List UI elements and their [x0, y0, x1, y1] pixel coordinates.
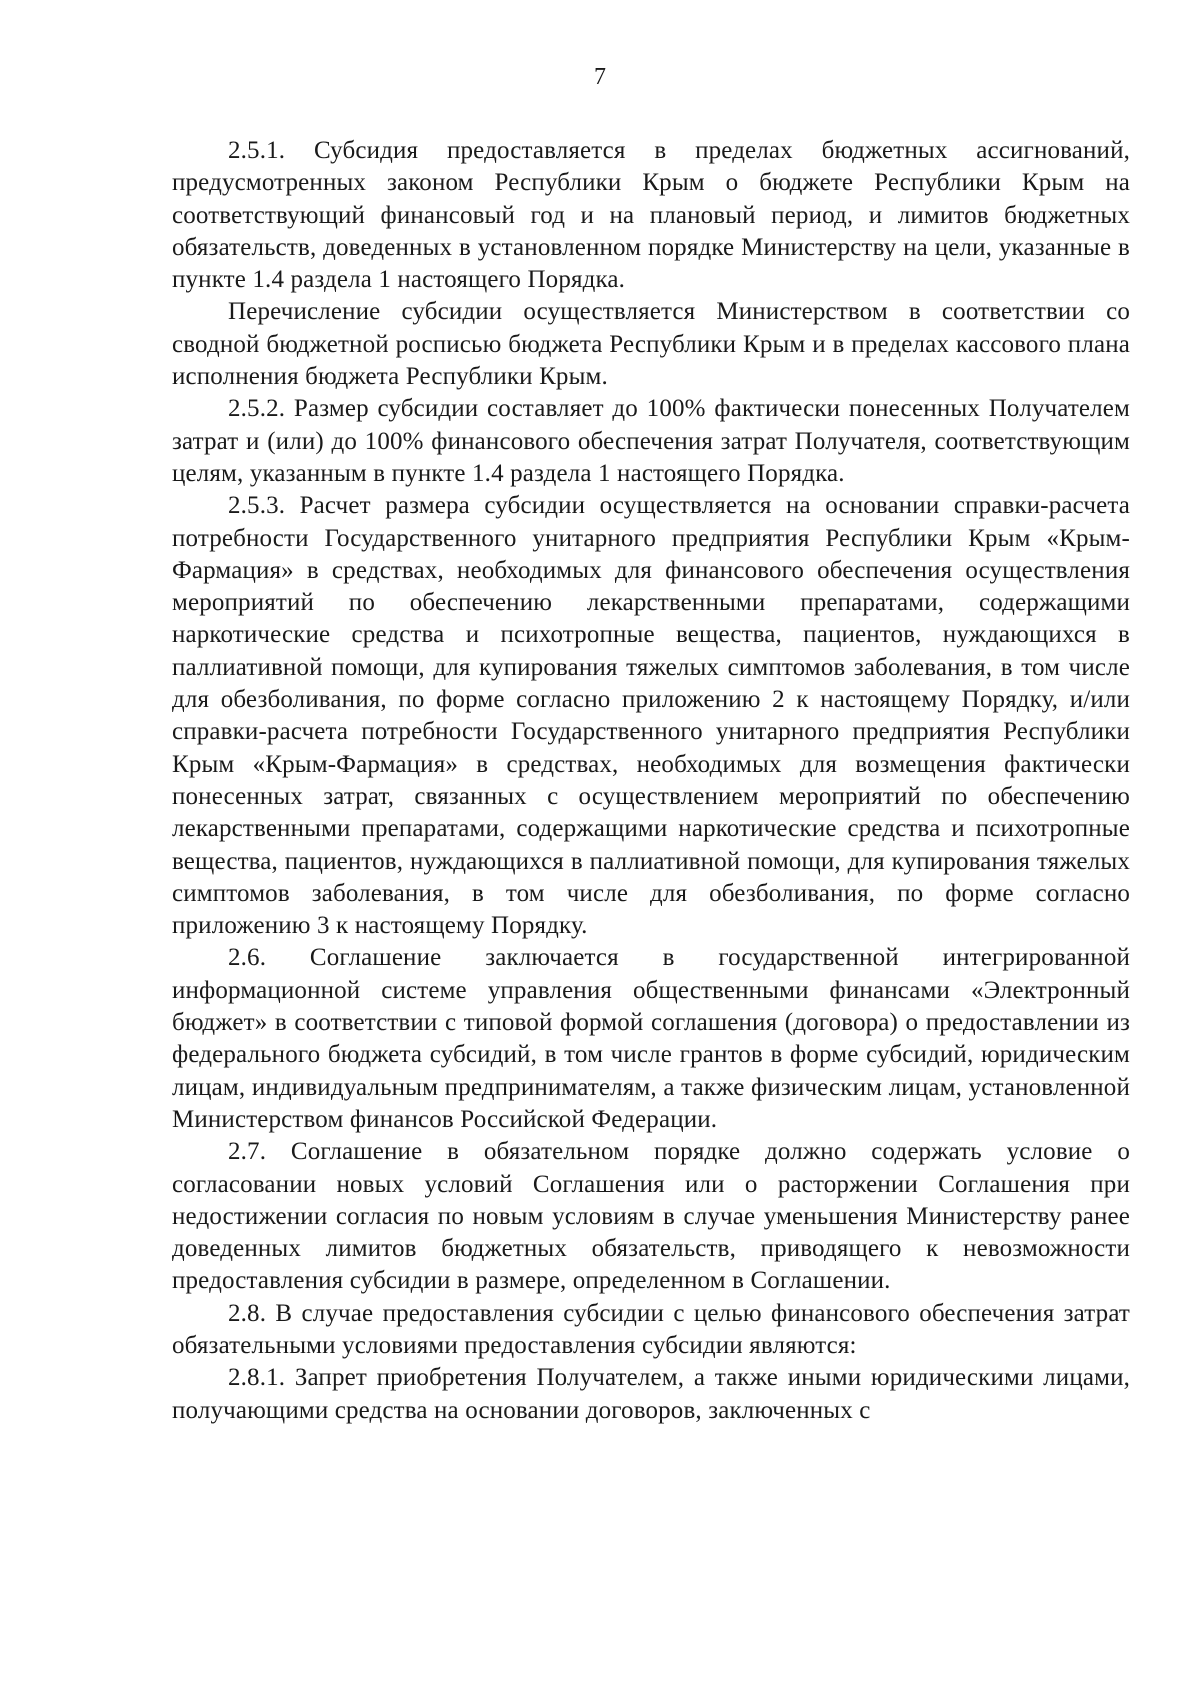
- page-number: 7: [594, 64, 606, 90]
- paragraph-2-8-1: 2.8.1. Запрет приобретения Получателем, а также иными юридическими лицами, получающими средства на основании договоров, заключенных с: [172, 1364, 1130, 1424]
- paragraph-2-5-3: 2.5.3. Расчет размера субсидии осуществляется на основании справки-расчета потребности Государственного унитарного предприятия Республики Крым «Крым-Фармация» в средствах, необходимых для финансового обеспечения осуществления мероприятий по обеспечению лекарственными препаратами, содержащими наркотические средства и психотропные вещества, пациентов, нуждающихся в паллиативной помощи, для купирования тяжелых симптомов заболевания, в том числе для обезболивания, по форме согласно приложению 2 к настоящему Порядку, и/или справки-расчета потребности Государственного унитарного предприятия Республики Крым «Крым-Фармация» в средствах, необходимых для возмещения фактически понесенных затрат, связанных с осуществлением мероприятий по обеспечению лекарственными препаратами, содержащими наркотические средства и психотропные вещества, пациентов, нуждающихся в паллиативной помощи, для купирования тяжелых симптомов заболевания, в том числе для обезболивания, по форме согласно приложению 3 к настоящему Порядку.: [172, 492, 1130, 940]
- paragraph-transfer: Перечисление субсидии осуществляется Министерством в соответствии со сводной бюджетной росписью бюджета Республики Крым и в пределах кассового плана исполнения бюджета Республики Крым.: [172, 298, 1130, 391]
- paragraph-2-6: 2.6. Соглашение заключается в государственной интегрированной информационной системе управления общественными финансами «Электронный бюджет» в соответствии с типовой формой соглашения (договора) о предоставлении из федерального бюджета субсидий, в том числе грантов в форме субсидий, юридическим лицам, индивидуальным предпринимателям, а также физическим лицам, установленной Министерством финансов Российской Федерации.: [172, 944, 1130, 1133]
- paragraph-2-5-2: 2.5.2. Размер субсидии составляет до 100% фактически понесенных Получателем затрат и (или) до 100% финансового обеспечения затрат Получателя, соответствующим целям, указанным в пункте 1.4 раздела 1 настоящего Порядка.: [172, 395, 1130, 487]
- paragraph-2-7: 2.7. Соглашение в обязательном порядке должно содержать условие о согласовании новых условий Соглашения или о расторжении Соглашения при недостижении согласия по новым условиям в случае уменьшения Министерству ранее доведенных лимитов бюджетных обязательств, приводящего к невозможности предоставления субсидии в размере, определенном в Соглашении.: [172, 1138, 1130, 1295]
- paragraph-2-8: 2.8. В случае предоставления субсидии с целью финансового обеспечения затрат обязательными условиями предоставления субсидии являются:: [172, 1299, 1130, 1359]
- paragraph-2-5-1: 2.5.1. Субсидия предоставляется в пределах бюджетных ассигнований, предусмотренных законом Республики Крым о бюджете Республики Крым на соответствующий финансовый год и на плановый период, и лимитов бюджетных обязательств, доведенных в установленном порядке Министерству на цели, указанные в пункте 1.4 раздела 1 настоящего Порядка.: [172, 137, 1130, 294]
- document-body: [172, 135, 1130, 1427]
